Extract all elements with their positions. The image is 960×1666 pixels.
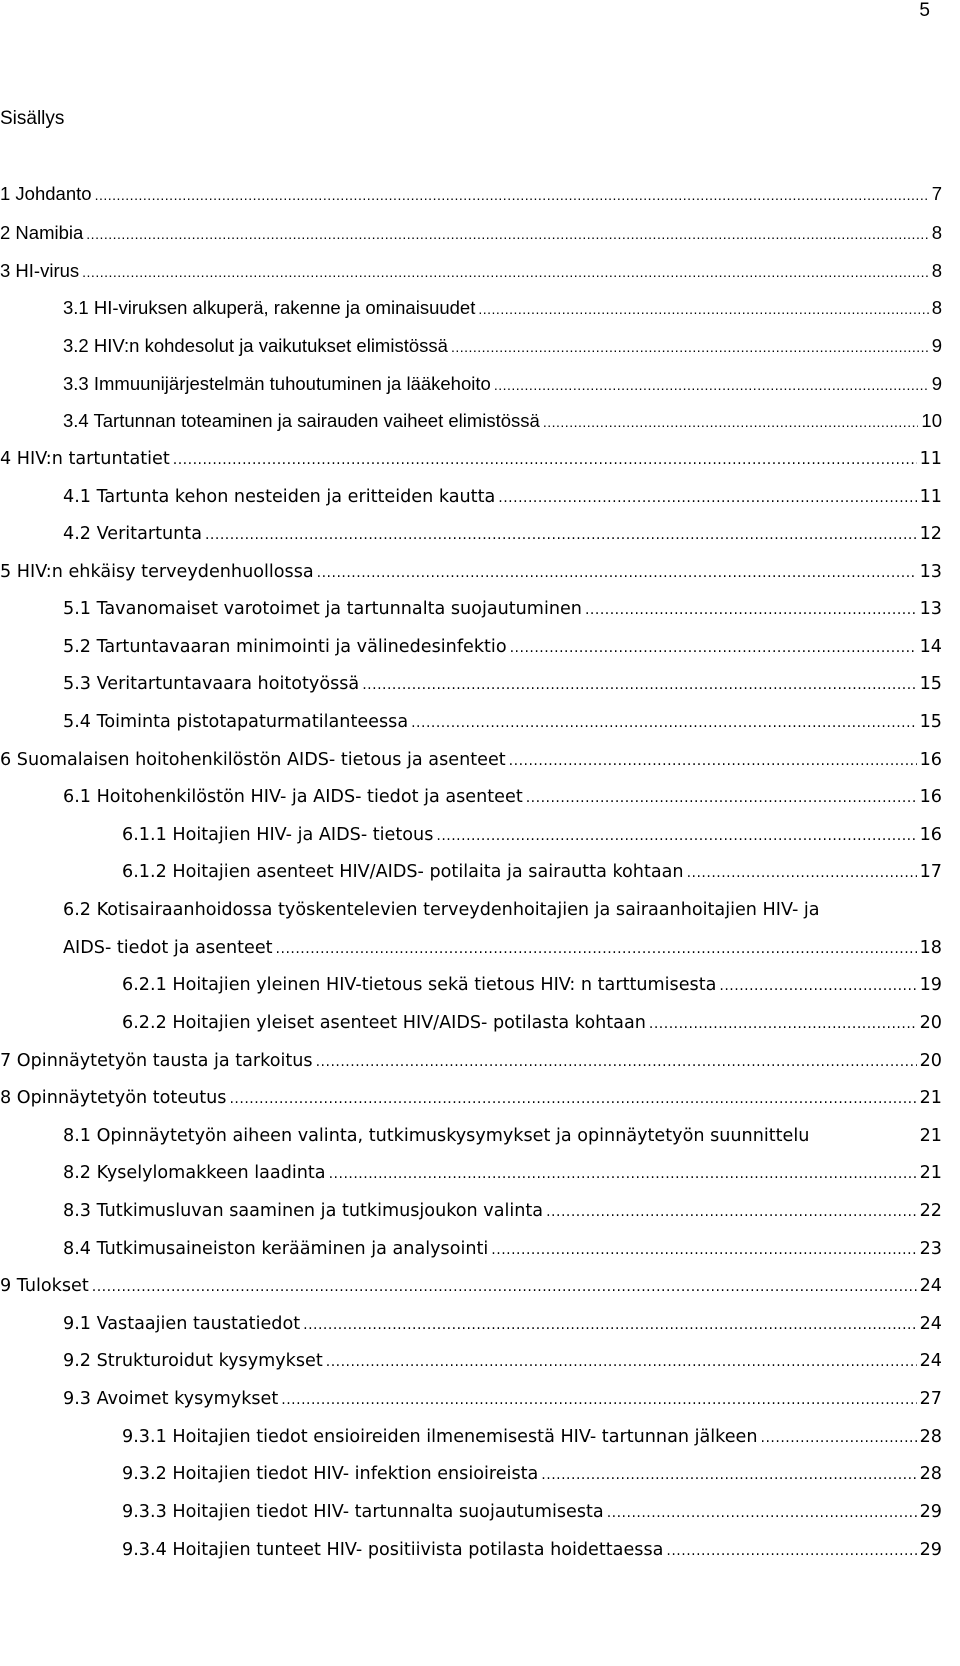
toc-entry-page: 29	[919, 1502, 942, 1522]
toc-entry-page: 16	[919, 825, 942, 845]
toc-dot-leader	[491, 1238, 916, 1261]
toc-dot-leader	[303, 1313, 916, 1336]
toc-dot-leader	[95, 183, 929, 206]
toc-entry-page: 27	[919, 1389, 942, 1409]
toc-entry[interactable]	[0, 1050, 942, 1073]
toc-entry-label: 5.4 Toiminta pistotapaturmatilanteessa	[63, 712, 409, 732]
toc-entry[interactable]	[63, 1238, 942, 1261]
toc-dot-leader	[92, 1275, 917, 1298]
toc-entry-page: 7	[931, 183, 942, 204]
toc-dot-leader	[451, 335, 929, 358]
toc-dot-leader	[687, 861, 917, 884]
toc-entry[interactable]	[122, 1501, 942, 1524]
toc-entry-page: 9	[931, 335, 942, 356]
toc-entry-label: 6 Suomalaisen hoitohenkilöstön AIDS- tietous ja asenteet	[0, 750, 506, 770]
toc-entry-label: 5.3 Veritartuntavaara hoitotyössä	[63, 674, 360, 694]
toc-entry-page: 13	[919, 599, 942, 619]
toc-entry-page: 24	[919, 1314, 942, 1334]
toc-dot-leader	[585, 598, 917, 621]
toc-entry-label: 2 Namibia	[0, 222, 84, 243]
toc-dot-leader	[173, 448, 917, 471]
toc-entry[interactable]	[63, 786, 942, 809]
toc-dot-leader	[276, 937, 917, 960]
toc-dot-leader	[205, 523, 917, 546]
toc-entry-label: 7 Opinnäytetyön tausta ja tarkoitus	[0, 1051, 313, 1071]
toc-entry[interactable]	[0, 1087, 942, 1110]
toc-entry-label: 9 Tulokset	[0, 1276, 89, 1296]
toc-dot-leader	[509, 749, 917, 772]
toc-entry-page: 17	[919, 862, 942, 882]
toc-entry-label: 9.3.3 Hoitajien tiedot HIV- tartunnalta suojautumisesta	[122, 1502, 604, 1522]
toc-entry-label: 5 HIV:n ehkäisy terveydenhuollossa	[0, 562, 314, 582]
toc-entry-page: 28	[919, 1464, 942, 1484]
toc-entry-page: 15	[919, 674, 942, 694]
page-number: 5	[919, 0, 930, 21]
toc-entry-label: 4.2 Veritartunta	[63, 524, 202, 544]
toc-entry[interactable]	[63, 937, 942, 960]
toc-entry-label: 9.1 Vastaajien taustatiedot	[63, 1314, 301, 1334]
toc-title: Sisällys	[0, 108, 65, 129]
toc-entry[interactable]	[0, 183, 942, 206]
toc-entry[interactable]	[0, 222, 942, 245]
toc-entry-label: 6.2.1 Hoitajien yleinen HIV-tietous sekä tietous HIV: n tarttumisesta	[122, 975, 717, 995]
toc-entry-page: 13	[919, 562, 942, 582]
toc-dot-leader	[229, 1087, 916, 1110]
toc-entry-page: 24	[919, 1351, 942, 1371]
toc-dot-leader	[316, 1050, 917, 1073]
toc-dot-leader	[649, 1012, 917, 1035]
toc-entry[interactable]	[63, 673, 942, 696]
toc-entry[interactable]	[63, 410, 942, 433]
toc-entry[interactable]	[63, 598, 942, 621]
toc-entry[interactable]	[63, 335, 942, 358]
toc-entry-page: 16	[919, 787, 942, 807]
toc-entry-page: 10	[921, 410, 942, 431]
toc-dot-leader	[510, 636, 917, 659]
toc-entry-page: 12	[919, 524, 942, 544]
toc-entry[interactable]	[63, 711, 942, 734]
toc-entry[interactable]	[63, 1200, 942, 1223]
toc-dot-leader	[281, 1388, 916, 1411]
toc-entry[interactable]	[0, 448, 942, 471]
toc-entry[interactable]	[63, 523, 942, 546]
toc-entry-label: 5.2 Tartuntavaaran minimointi ja välinedesinfektio	[63, 637, 507, 657]
toc-entry[interactable]	[0, 1275, 942, 1298]
toc-entry-label: 3.3 Immuunijärjestelmän tuhoutuminen ja lääkehoito	[63, 373, 491, 394]
toc-dot-leader	[494, 373, 929, 396]
toc-entry-label: 3.2 HIV:n kohdesolut ja vaikutukset elimistössä	[63, 335, 448, 356]
toc-dot-leader	[543, 410, 919, 433]
toc-entry-label: 8.2 Kyselylomakkeen laadinta	[63, 1163, 326, 1183]
toc-entry-label: 3 HI-virus	[0, 260, 80, 281]
toc-dot-leader	[526, 786, 917, 809]
toc-entry-label: 6.1 Hoitohenkilöstön HIV- ja AIDS- tiedot ja asenteet	[63, 787, 523, 807]
toc-entry-label: 6.1.2 Hoitajien asenteet HIV/AIDS- potilaita ja sairautta kohtaan	[122, 862, 684, 882]
toc-entry[interactable]	[0, 749, 942, 772]
toc-entry[interactable]	[122, 1463, 942, 1486]
toc-entry-label: 8.3 Tutkimusluvan saaminen ja tutkimusjoukon valinta	[63, 1201, 544, 1221]
toc-entry[interactable]	[63, 636, 942, 659]
toc-entry-page: 21	[919, 1163, 942, 1183]
toc-entry-page: 9	[931, 373, 942, 394]
toc-dot-leader	[411, 711, 917, 734]
toc-entry[interactable]	[122, 824, 942, 847]
toc-dot-leader	[666, 1539, 916, 1562]
toc-dot-leader	[761, 1426, 917, 1449]
toc-entry-page: 8	[931, 260, 942, 281]
toc-entry-label: 4 HIV:n tartuntatiet	[0, 449, 170, 469]
toc-entry-page: 16	[919, 750, 942, 770]
toc-entry[interactable]	[63, 486, 942, 509]
toc-dot-leader	[498, 486, 916, 509]
toc-entry-page: 15	[919, 712, 942, 732]
toc-dot-leader	[546, 1200, 917, 1223]
toc-entry-page: 8	[931, 222, 942, 243]
toc-entry-page: 20	[919, 1013, 942, 1033]
toc-entry[interactable]	[122, 1012, 942, 1035]
toc-entry[interactable]	[122, 861, 942, 884]
toc-entry-label: 9.3.1 Hoitajien tiedot ensioireiden ilmenemisestä HIV- tartunnan jälkeen	[122, 1427, 758, 1447]
toc-entry[interactable]	[63, 373, 942, 396]
toc-entry-label: 3.1 HI-viruksen alkuperä, rakenne ja ominaisuudet	[63, 297, 476, 318]
toc-dot-leader	[478, 297, 928, 320]
toc-entry[interactable]	[63, 1388, 942, 1411]
toc-entry-page: 22	[919, 1201, 942, 1221]
toc-entry-page: 11	[919, 487, 942, 507]
toc-entry-label: 9.2 Strukturoidut kysymykset	[63, 1351, 323, 1371]
toc-entry-page: 23	[919, 1239, 942, 1259]
toc-entry[interactable]	[122, 974, 942, 997]
toc-dot-leader	[82, 260, 929, 283]
toc-entry-label: 6.2 Kotisairaanhoidossa työskentelevien terveydenhoitajien ja sairaanhoitajien HIV- ja	[63, 900, 820, 920]
toc-entry-page: 8	[931, 297, 942, 318]
toc-entry-label: 9.3.4 Hoitajien tunteet HIV- positiivista potilasta hoidettaessa	[122, 1540, 664, 1560]
toc-dot-leader	[326, 1350, 917, 1373]
toc-entry-label: 9.3 Avoimet kysymykset	[63, 1389, 279, 1409]
toc-entry-label: 9.3.2 Hoitajien tiedot HIV- infektion ensioireista	[122, 1464, 539, 1484]
toc-entry-page: 21	[919, 1126, 942, 1146]
toc-entry-label: 6.2.2 Hoitajien yleiset asenteet HIV/AIDS- potilasta kohtaan	[122, 1013, 646, 1033]
toc-entry-label: 8.4 Tutkimusaineiston kerääminen ja analysointi	[63, 1239, 489, 1259]
toc-dot-leader	[541, 1463, 916, 1486]
toc-entry[interactable]	[63, 1313, 942, 1336]
toc-entry[interactable]	[63, 297, 942, 320]
toc-entry-page: 18	[919, 938, 942, 958]
toc-entry-label: 3.4 Tartunnan toteaminen ja sairauden vaiheet elimistössä	[63, 410, 540, 431]
toc-dot-leader	[436, 824, 916, 847]
toc-entry-label: AIDS- tiedot ja asenteet	[63, 938, 273, 958]
toc-entry-page: 20	[919, 1051, 942, 1071]
toc-entry[interactable]	[63, 899, 942, 921]
toc-entry-page: 21	[919, 1088, 942, 1108]
toc-entry-page: 14	[919, 637, 942, 657]
toc-entry-label: 5.1 Tavanomaiset varotoimet ja tartunnalta suojautuminen	[63, 599, 582, 619]
toc-entry[interactable]	[122, 1426, 942, 1449]
toc-dot-leader	[362, 673, 916, 696]
toc-dot-leader	[86, 222, 928, 245]
toc-entry-page: 24	[919, 1276, 942, 1296]
toc-entry[interactable]	[63, 1125, 942, 1147]
toc-dot-leader	[719, 974, 916, 997]
toc-entry[interactable]	[122, 1539, 942, 1562]
toc-entry-page: 28	[919, 1427, 942, 1447]
toc-dot-leader	[317, 561, 917, 584]
toc-entry-page: 11	[919, 449, 942, 469]
toc-entry[interactable]	[0, 561, 942, 584]
toc-entry-label: 1 Johdanto	[0, 183, 92, 204]
toc-entry[interactable]	[63, 1350, 942, 1373]
toc-entry-label: 4.1 Tartunta kehon nesteiden ja eritteiden kautta	[63, 487, 496, 507]
toc-entry[interactable]	[0, 260, 942, 283]
toc-entry-page: 29	[919, 1540, 942, 1560]
toc-entry-label: 8 Opinnäytetyön toteutus	[0, 1088, 227, 1108]
toc-dot-leader	[607, 1501, 917, 1524]
toc-entry-label: 8.1 Opinnäytetyön aiheen valinta, tutkimuskysymykset ja opinnäytetyön suunnittelu	[63, 1126, 810, 1146]
toc-entry-label: 6.1.1 Hoitajien HIV- ja AIDS- tietous	[122, 825, 434, 845]
toc-entry-page: 19	[919, 975, 942, 995]
toc-entry[interactable]	[63, 1162, 942, 1185]
toc-dot-leader	[329, 1162, 917, 1185]
